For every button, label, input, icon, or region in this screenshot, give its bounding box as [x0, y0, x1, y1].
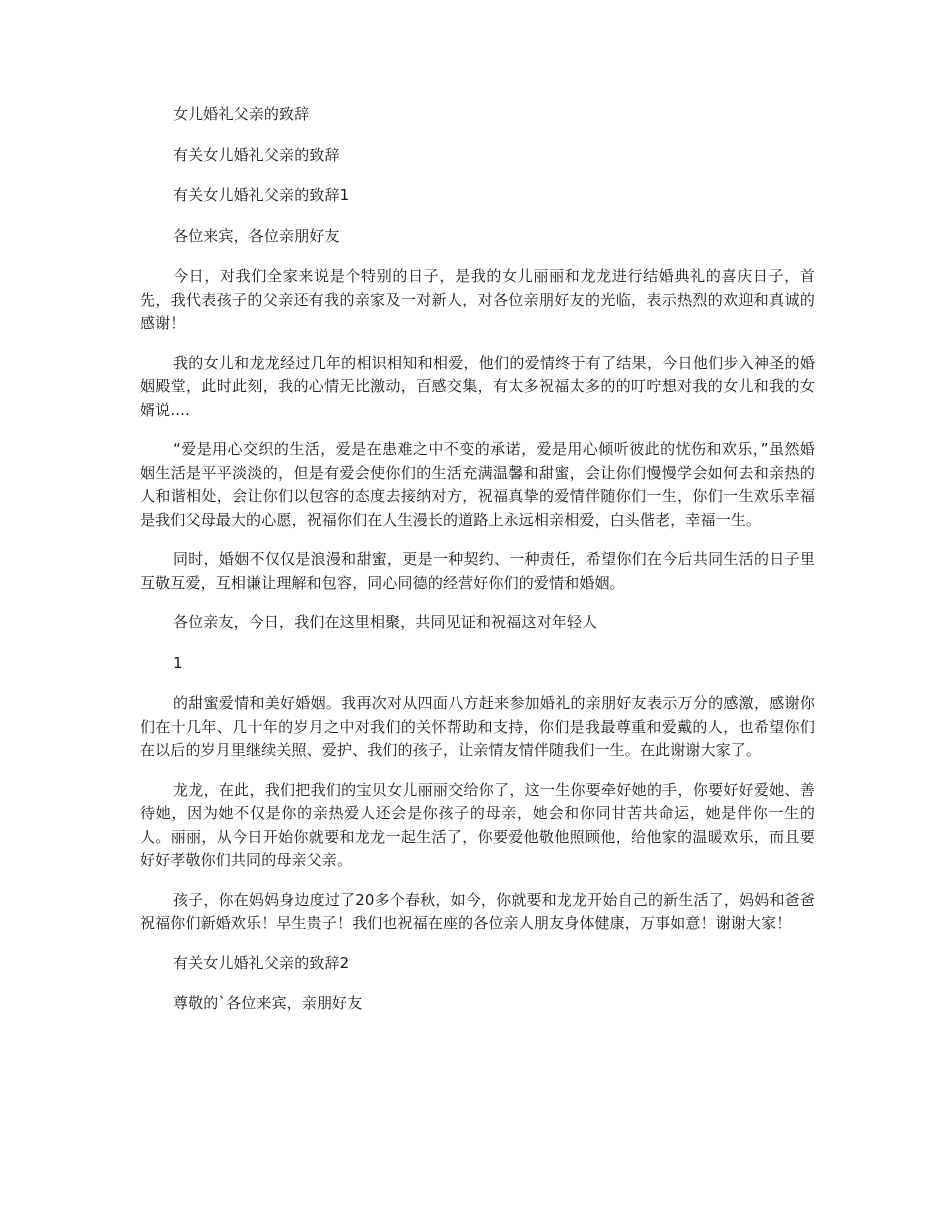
paragraph: 龙龙，在此，我们把我们的宝贝女儿丽丽交给你了，这一生你要牵好她的手，你要好好爱她、善待她，因为她不仅是你的亲热爱人还会是你孩子的母亲，她会和你同甘苦共命运，她是伴你一生的人。丽丽，从今日开始你就要和龙龙一起生活了，你要爱他敬他照顾他，给他家的温暖欢乐，而且要好好孝敬你们共同的母亲父亲。: [140, 780, 815, 869]
section-heading-2: 有关女儿婚礼父亲的致辞2: [173, 953, 350, 972]
page-number: 1: [173, 653, 183, 672]
paragraph: 我的女儿和龙龙经过几年的相识相知和相爱，他们的爱情终于有了结果，今日他们步入神圣的婚姻殿堂，此时此刻，我的心情无比激动，百感交集，有太多祝福太多的的叮咛想对我的女儿和我的女婿说....: [140, 353, 815, 419]
document-subtitle: 有关女儿婚礼父亲的致辞: [173, 145, 340, 164]
greeting-2: 尊敬的`各位来宾，亲朋好友: [173, 994, 363, 1012]
document-page: [140, 103, 815, 1033]
paragraph: 的甜蜜爱情和美好婚姻。我再次对从四面八方赶来参加婚礼的亲朋好友表示万分的感激，感谢你们在十几年、几十年的岁月之中对我们的关怀帮助和支持，你们是我最尊重和爱戴的人，也希望你们在以后的岁月里继续关照、爱护、我们的孩子，让亲情友情伴随我们一生。在此谢谢大家了。: [140, 694, 815, 759]
paragraph: 同时，婚姻不仅仅是浪漫和甜蜜，更是一种契约、一种责任，希望你们在今后共同生活的日子里互敬互爱，互相谦让理解和包容，同心同德的经营好你们的爱情和婚姻。: [140, 550, 815, 592]
paragraph: “爱是用心交织的生活，爱是在患难之中不变的承诺，爱是用心倾听彼此的忧伤和欢乐，”虽然婚姻生活是平平淡淡的，但是有爱会使你们的生活充满温馨和甜蜜，会让你们慢慢学会如何去和亲热的人和谐相处，会让你们以包容的态度去接纳对方，祝福真挚的爱情伴随你们一生，你们一生欢乐幸福是我们父母最大的心愿，祝福你们在人生漫长的道路上永远相亲相爱，白头偕老，幸福一生。: [140, 440, 815, 529]
greeting-1: 各位来宾，各位亲朋好友: [173, 226, 340, 245]
paragraph: 孩子，你在妈妈身边度过了20多个春秋，如今，你就要和龙龙开始自己的新生活了，妈妈和爸爸祝福你们新婚欢乐！早生贵子！我们也祝福在座的各位亲人朋友身体健康，万事如意！谢谢大家！: [140, 890, 815, 932]
section-heading-1: 有关女儿婚礼父亲的致辞1: [173, 186, 350, 204]
paragraph: 今日，对我们全家来说是个特别的日子，是我的女儿丽丽和龙龙进行结婚典礼的喜庆日子，首先，我代表孩子的父亲还有我的亲家及一对新人，对各位亲朋好友的光临，表示热烈的欢迎和真诚的感谢！: [140, 267, 815, 332]
paragraph: 各位亲友，今日，我们在这里相聚，共同见证和祝福这对年轻人: [173, 613, 598, 631]
document-title: 女儿婚礼父亲的致辞: [173, 105, 310, 123]
